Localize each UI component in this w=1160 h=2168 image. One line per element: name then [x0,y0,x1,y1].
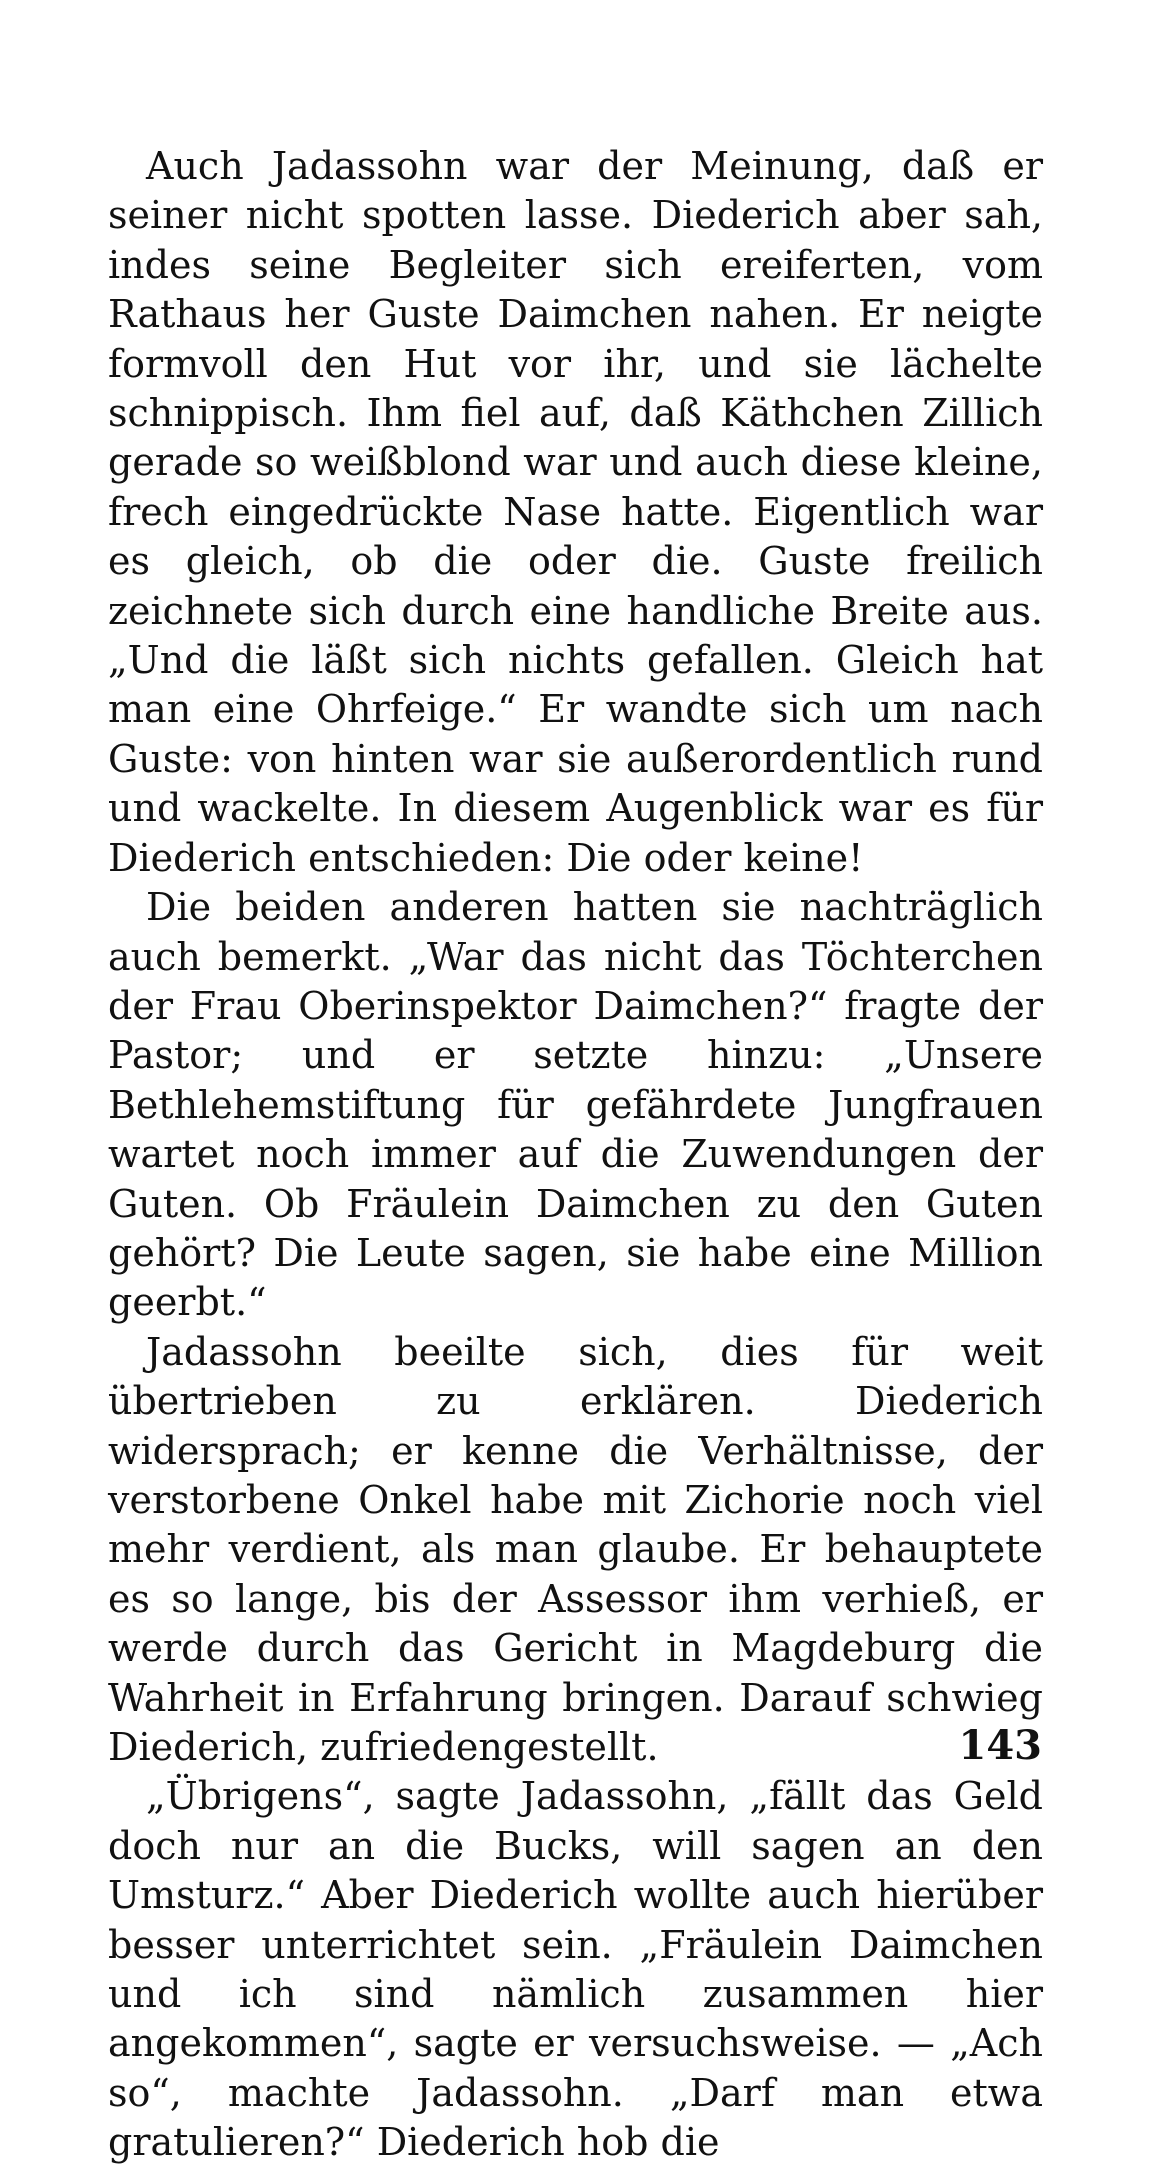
page-number: 143 [958,1722,1042,1769]
paragraph-4: „Übrigens“, sagte Jadassohn, „fällt das Geld doch nur an die Bucks, will sagen an den Umsturz.“ Aber Diederich wollte auch hierüber besser unterrichtet sein. „Fräulein Daimchen und ich sind nämlich zusammen hier angekommen“, sagte er versuchsweise. — „Ach so“, machte Jadassohn. „Darf man etwa gratulieren?“ Diederich hob die [108,1774,1043,2165]
paragraph-1: Auch Jadassohn war der Meinung, daß er seiner nicht spotten lasse. Diederich aber sah, indes seine Begleiter sich ereiferten, vom Rathaus her Guste Daimchen nahen. Er neigte formvoll den Hut vor ihr, und sie lächelte schnippisch. Ihm fiel auf, daß Käthchen Zillich gerade so weißblond war und auch diese kleine, frech eingedrückte Nase hatte. Eigentlich war es gleich, ob die oder die. Guste freilich zeichnete sich durch eine handliche Breite aus. „Und die läßt sich nichts gefallen. Gleich hat man eine Ohrfeige.“ Er wandte sich um nach Guste: von hinten war sie außerordentlich rund und wackelte. In diesem Augenblick war es für Diederich entschieden: Die oder keine! [108,144,1043,880]
page-body [108,142,1043,2168]
paragraph-2: Die beiden anderen hatten sie nachträglich auch bemerkt. „War das nicht das Töchterchen der Frau Oberinspektor Daimchen?“ fragte der Pastor; und er setzte hinzu: „Unsere Bethlehemstiftung für gefährdete Jungfrauen wartet noch immer auf die Zuwendungen der Guten. Ob Fräulein Daimchen zu den Guten gehört? Die Leute sagen, sie habe eine Million geerbt.“ [108,885,1043,1325]
paragraph-3: Jadassohn beeilte sich, dies für weit übertrieben zu erklären. Diederich widersprach; er kenne die Verhältnisse, der verstorbene Onkel habe mit Zichorie noch viel mehr verdient, als man glaube. Er behauptete es so lange, bis der Assessor ihm verhieß, er werde durch das Gericht in Magdeburg die Wahrheit in Erfahrung bringen. Darauf schwieg Diederich, zufriedengestellt. [108,1329,1043,1769]
